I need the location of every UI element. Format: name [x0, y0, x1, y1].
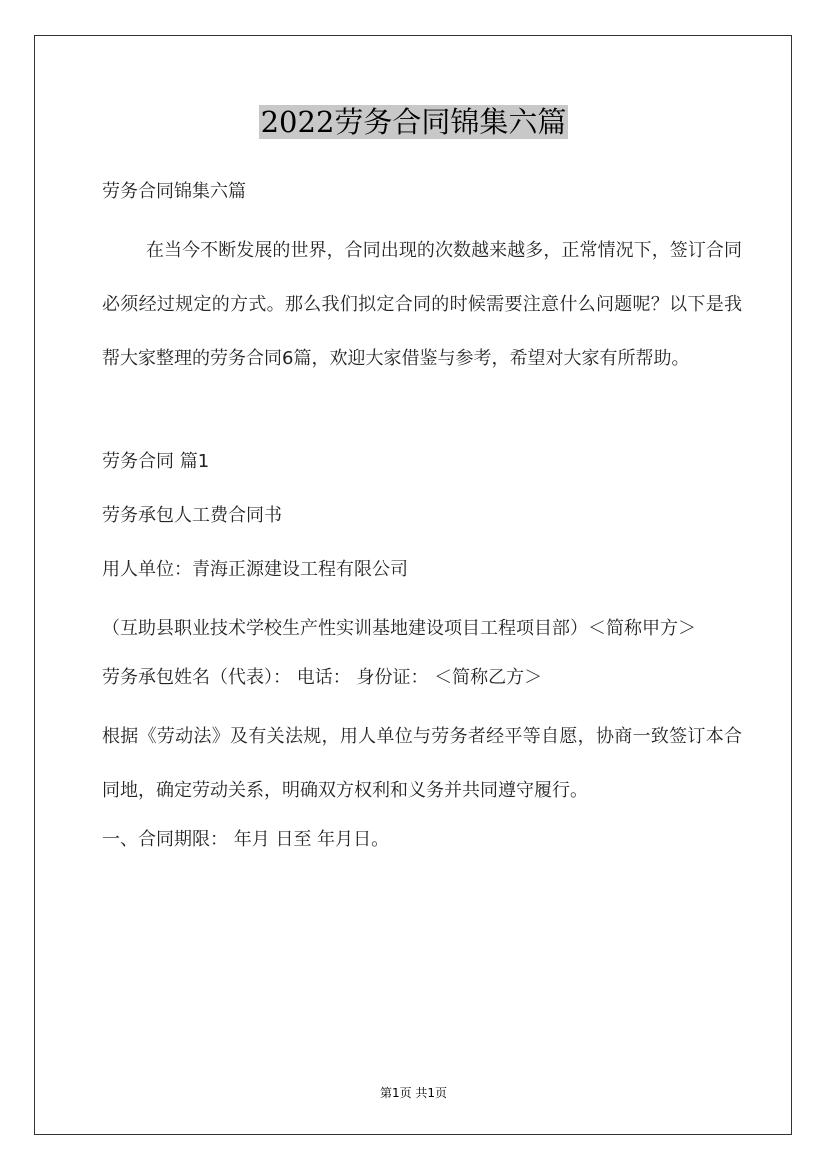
spacer: [102, 386, 742, 440]
employer-line: 用人单位：青海正源建设工程有限公司: [102, 559, 408, 580]
basis-paragraph: 根据《劳动法》及有关法规，用人单位与劳务者经平等自愿，协商一致签订本合同地，确定劳动关系，明确双方权利和义务并共同遵守履行。: [102, 726, 742, 801]
subtitle: 劳务合同锦集六篇: [102, 181, 246, 202]
document-body: [102, 170, 742, 872]
contract-title: 劳务承包人工费合同书: [102, 505, 282, 526]
page-footer: 第1页 共1页: [379, 1086, 448, 1100]
employer-note: （互助县职业技术学校生产性实训基地建设项目工程项目部）＜简称甲方＞: [102, 618, 696, 639]
intro-paragraph: 在当今不断发展的世界，合同出现的次数越来越多，正常情况下，签订合同必须经过规定的方式。那么我们拟定合同的时候需要注意什么问题呢？以下是我帮大家整理的劳务合同6篇，欢迎大家借鉴与参考，希望对大家有所帮助。: [102, 240, 742, 369]
document-title: [0, 101, 827, 143]
section-heading: 劳务合同 篇1: [102, 451, 210, 472]
contractor-line: 劳务承包姓名（代表）： 电话： 身份证： ＜简称乙方＞: [102, 667, 543, 688]
term-line: 一、合同期限： 年月 日至 年月日。: [102, 829, 390, 850]
document-title-text: 2022劳务合同锦集六篇: [260, 105, 567, 139]
